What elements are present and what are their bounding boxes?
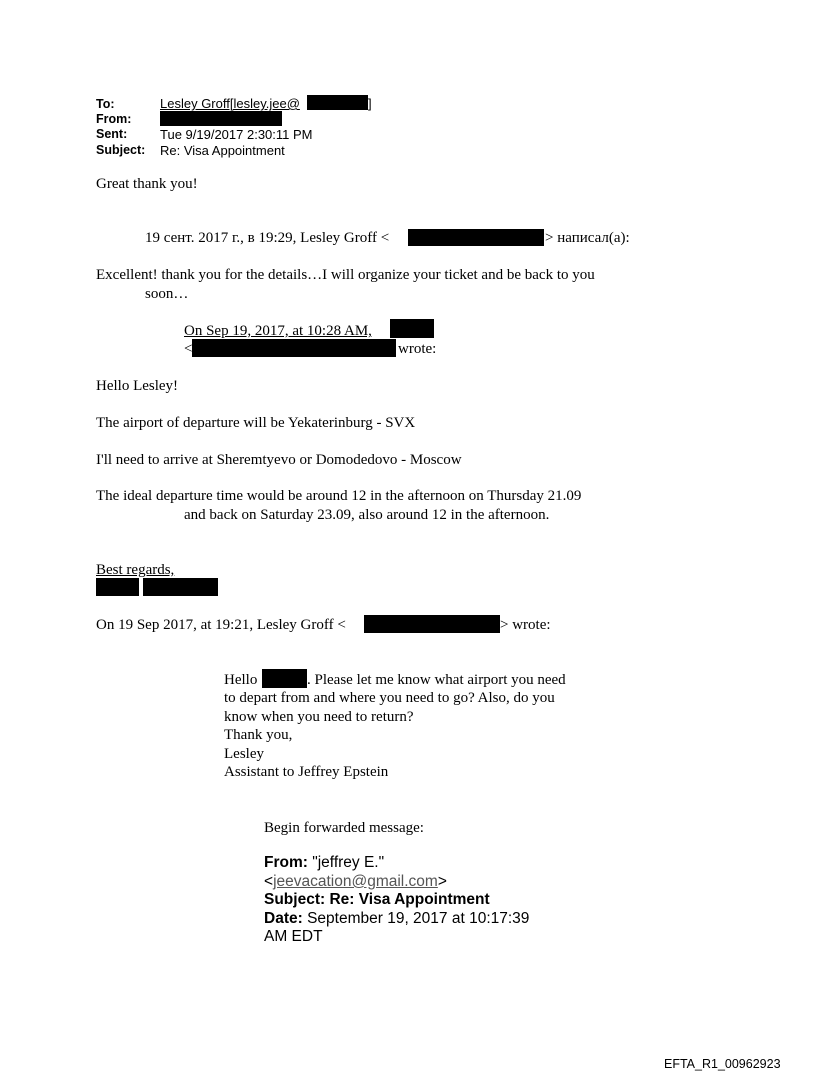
fwd-subject-value: Re: Visa Appointment bbox=[325, 891, 490, 908]
quote2-lt: < bbox=[184, 341, 193, 357]
document-id: EFTA_R1_00962923 bbox=[664, 1057, 781, 1071]
ideal-line2: and back on Saturday 23.09, also around 12 in the afternoon. bbox=[184, 507, 550, 523]
subject-label: Subject: bbox=[96, 143, 146, 157]
redaction-bar bbox=[390, 319, 434, 338]
to-value: Lesley Groff[lesley.jee@ bbox=[160, 96, 300, 111]
redaction-bar bbox=[143, 578, 218, 596]
fwd-date-value: September 19, 2017 at 10:17:39 bbox=[302, 910, 530, 927]
to-suffix: ] bbox=[368, 96, 372, 111]
fwd-gt: > bbox=[437, 873, 447, 890]
fwd-date-label: Date: bbox=[264, 910, 303, 927]
fwd-subject-label: Subject: bbox=[264, 891, 326, 908]
best-regards: Best regards, bbox=[96, 562, 175, 578]
quote2-wrote: wrote: bbox=[398, 341, 437, 357]
fwd-lt: < bbox=[264, 873, 274, 890]
lesley-line6: Assistant to Jeffrey Epstein bbox=[224, 764, 389, 780]
lesley-hello: Hello bbox=[224, 672, 258, 688]
quote2-line1: On Sep 19, 2017, at 10:28 AM, bbox=[184, 323, 372, 339]
hello-lesley: Hello Lesley! bbox=[96, 378, 179, 394]
fwd-email-line bbox=[264, 873, 447, 892]
fwd-from-name: "jeffrey E." bbox=[307, 854, 385, 871]
fwd-date-line2: AM EDT bbox=[264, 928, 323, 945]
fwd-from-label: From: bbox=[264, 854, 308, 871]
redaction-bar bbox=[192, 339, 396, 357]
greeting: Great thank you! bbox=[96, 176, 198, 192]
redaction-bar bbox=[364, 615, 500, 633]
fwd-date-line bbox=[264, 910, 529, 929]
lesley-line1-rest: . Please let me know what airport you need bbox=[307, 672, 566, 688]
sent-label: Sent: bbox=[96, 127, 128, 141]
sent-value: Tue 9/19/2017 2:30:11 PM bbox=[160, 127, 313, 142]
ideal-line1: The ideal departure time would be around 12 in the afternoon on Thursday 21.09 bbox=[96, 488, 582, 504]
quote1-suffix: > написал(а): bbox=[545, 230, 630, 246]
lesley-line3: know when you need to return? bbox=[224, 709, 414, 725]
begin-forwarded: Begin forwarded message: bbox=[264, 820, 424, 836]
arrive-line: I'll need to arrive at Sheremtyevo or Domodedovo - Moscow bbox=[96, 452, 462, 468]
quote1-prefix: 19 сент. 2017 г., в 19:29, Lesley Groff < bbox=[145, 230, 390, 246]
from-label: From: bbox=[96, 112, 132, 126]
redaction-bar bbox=[262, 669, 307, 688]
redaction-bar bbox=[160, 111, 282, 126]
redaction-bar bbox=[307, 95, 368, 110]
reply1-line2: soon… bbox=[145, 286, 189, 302]
lesley-line5: Lesley bbox=[224, 746, 264, 762]
airport-line: The airport of departure will be Yekaterinburg - SVX bbox=[96, 415, 416, 431]
quote3-suffix: > wrote: bbox=[500, 617, 551, 633]
to-label: To: bbox=[96, 97, 115, 111]
subject-value: Re: Visa Appointment bbox=[160, 143, 285, 158]
redaction-bar bbox=[96, 578, 139, 596]
lesley-line4: Thank you, bbox=[224, 727, 293, 743]
fwd-email-link[interactable]: jeevacation@gmail.com bbox=[273, 873, 438, 890]
lesley-line2: to depart from and where you need to go? Also, do you bbox=[224, 690, 555, 706]
fwd-from-line bbox=[264, 854, 384, 873]
reply1-line1: Excellent! thank you for the details…I will organize your ticket and be back to you bbox=[96, 267, 595, 283]
redaction-bar bbox=[408, 229, 544, 246]
quote3-prefix: On 19 Sep 2017, at 19:21, Lesley Groff < bbox=[96, 617, 346, 633]
fwd-subject-line bbox=[264, 891, 490, 910]
